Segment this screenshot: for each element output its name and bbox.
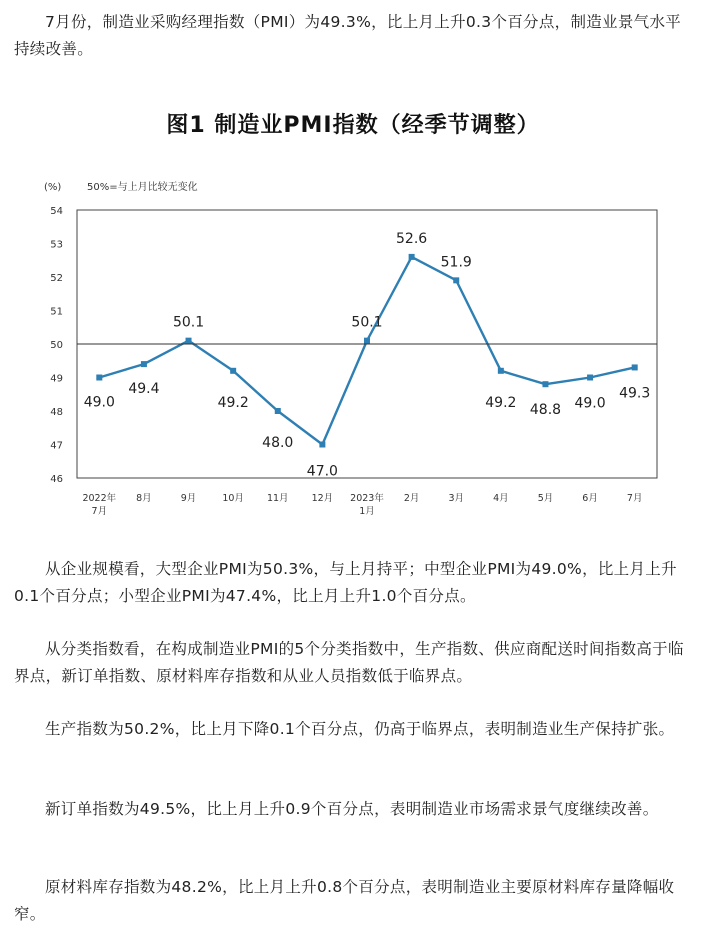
y-axis-unit-label: (%) (44, 182, 62, 193)
data-label: 49.4 (128, 381, 160, 398)
x-tick-label: 7月 (91, 506, 108, 517)
y-tick-label: 47 (50, 440, 63, 452)
data-label: 51.9 (440, 254, 472, 271)
data-label: 49.2 (485, 394, 517, 411)
chart-annotation: 50%=与上月比较无变化 (87, 182, 198, 193)
y-tick-label: 50 (50, 340, 63, 351)
x-tick-label: 2023年 (350, 493, 384, 504)
paragraph-sub-indices: 从分类指数看，在构成制造业PMI的5个分类指数中，生产指数、供应商配送时间指数高于临界点，新订单指数、原材料库存指数和从业人员指数低于临界点。 (14, 640, 684, 685)
x-tick-label: 11月 (266, 493, 289, 504)
chart-title: 图1 制造业PMI指数（经季节调整） (166, 113, 540, 138)
data-point-marker (409, 254, 415, 260)
data-point-marker (230, 368, 236, 374)
pmi-line-chart (0, 170, 706, 530)
x-tick-label: 5月 (537, 493, 554, 504)
data-point-marker (96, 375, 102, 381)
y-tick-label: 54 (50, 206, 63, 217)
data-point-marker (587, 375, 593, 381)
data-label: 50.1 (172, 314, 205, 331)
y-tick-label: 53 (50, 239, 63, 251)
x-tick-label: 10月 (222, 493, 244, 504)
y-tick-label: 46 (50, 474, 63, 485)
x-tick-label: 12月 (311, 493, 334, 504)
data-label: 49.0 (574, 395, 606, 412)
pmi-chart (0, 170, 706, 530)
data-label: 49.2 (217, 394, 249, 411)
data-point-marker (498, 368, 504, 374)
data-point-marker (632, 364, 638, 370)
paragraph-raw-material-index: 原材料库存指数为48.2%，比上月上升0.8个百分点，表明制造业主要原材料库存量降幅收窄。 (14, 878, 675, 923)
x-tick-label: 8月 (136, 493, 152, 504)
paragraph-new-orders-index: 新订单指数为49.5%，比上月上升0.9个百分点，表明制造业市场需求景气度继续改善。 (45, 800, 659, 818)
y-tick-label: 52 (50, 273, 63, 284)
x-tick-label: 2022年 (82, 493, 117, 504)
data-label: 47.0 (306, 463, 338, 480)
x-tick-label: 7月 (626, 493, 643, 504)
data-label: 50.1 (351, 314, 383, 331)
data-label: 48.0 (262, 435, 294, 451)
data-point-marker (319, 442, 325, 448)
data-point-marker (364, 338, 370, 344)
data-label: 48.8 (529, 402, 562, 419)
x-tick-label: 1月 (359, 506, 375, 517)
x-tick-label: 9月 (180, 493, 197, 504)
data-label: 49.0 (83, 394, 115, 411)
paragraph-enterprise-size: 从企业规模看，大型企业PMI为50.3%，与上月持平；中型企业PMI为49.0%，比上月上升0.1个百分点；小型企业PMI为47.4%，比上月上升1.0个百分点。 (14, 560, 677, 605)
paragraph-production-index: 生产指数为50.2%，比上月下降0.1个百分点，仍高于临界点，表明制造业生产保持扩张。 (45, 720, 675, 738)
data-point-marker (453, 277, 459, 283)
data-label: 52.6 (396, 230, 428, 247)
x-tick-label: 6月 (582, 493, 598, 504)
y-tick-label: 51 (50, 306, 63, 318)
data-point-marker (542, 381, 548, 387)
data-point-marker (141, 361, 147, 367)
data-label: 49.3 (619, 385, 651, 402)
data-point-marker (275, 408, 281, 414)
paragraph-pmi-summary: 7月份，制造业采购经理指数（PMI）为49.3%，比上月上升0.3个百分点，制造业景气水平持续改善。 (14, 13, 682, 58)
x-tick-label: 3月 (448, 493, 465, 504)
x-tick-label: 2月 (403, 493, 420, 504)
y-tick-label: 49 (50, 373, 63, 385)
x-tick-label: 4月 (493, 493, 509, 504)
y-tick-label: 48 (50, 407, 63, 418)
data-point-marker (186, 338, 192, 344)
